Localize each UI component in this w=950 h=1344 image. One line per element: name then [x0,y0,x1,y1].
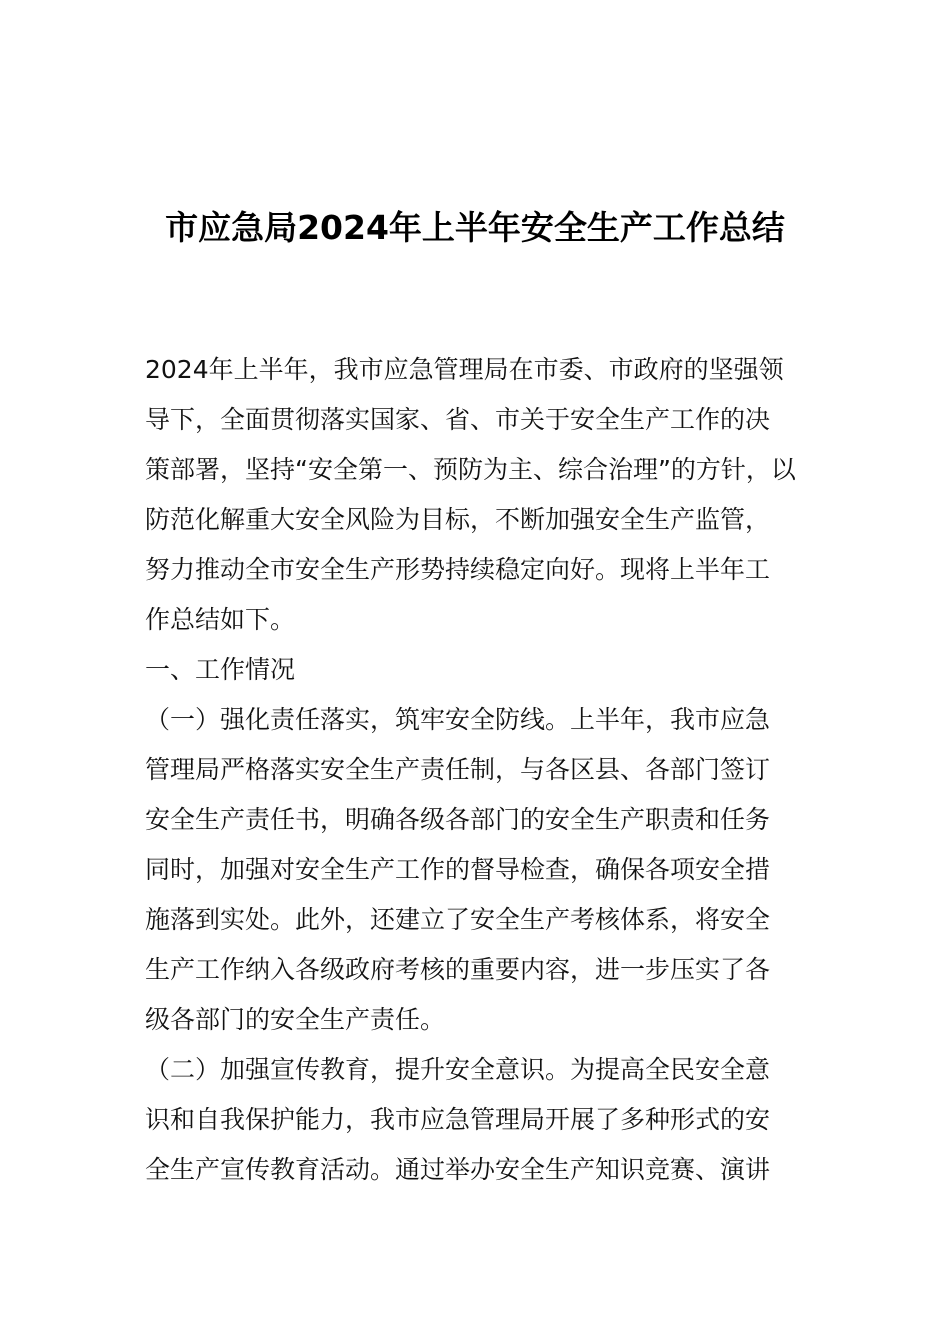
body-line-intro-3: 策部署，坚持“安全第一、预防为主、综合治理”的方针，以 [145,455,796,484]
body-line-intro-1: 2024年上半年，我市应急管理局在市委、市政府的坚强领 [145,355,784,384]
section-heading-work-status: 一、工作情况 [145,655,296,684]
body-line-part1-7: 级各部门的安全生产责任。 [145,1005,446,1034]
body-line-part1-4: 同时，加强对安全生产工作的督导检查，确保各项安全措 [145,855,771,884]
body-line-part1-1: （一）强化责任落实，筑牢安全防线。上半年，我市应急 [145,705,771,734]
body-line-part2-2: 识和自我保护能力，我市应急管理局开展了多种形式的安 [145,1105,771,1134]
document-title: 市应急局2024年上半年安全生产工作总结 [165,208,785,247]
body-line-part1-6: 生产工作纳入各级政府考核的重要内容，进一步压实了各 [145,955,771,984]
body-line-part1-2: 管理局严格落实安全生产责任制，与各区县、各部门签订 [145,755,771,784]
document-body [145,345,807,1195]
body-line-intro-6: 作总结如下。 [145,605,296,634]
body-line-intro-4: 防范化解重大安全风险为目标，不断加强安全生产监管， [145,505,771,534]
body-line-intro-5: 努力推动全市安全生产形势持续稳定向好。现将上半年工 [145,555,771,584]
body-line-part1-3: 安全生产责任书，明确各级各部门的安全生产职责和任务 [145,805,771,834]
body-line-part2-3: 全生产宣传教育活动。通过举办安全生产知识竞赛、演讲 [145,1155,771,1184]
body-line-part1-5: 施落到实处。此外，还建立了安全生产考核体系，将安全 [145,905,771,934]
body-line-intro-2: 导下，全面贯彻落实国家、省、市关于安全生产工作的决 [145,405,771,434]
body-line-part2-1: （二）加强宣传教育，提升安全意识。为提高全民安全意 [145,1055,771,1084]
